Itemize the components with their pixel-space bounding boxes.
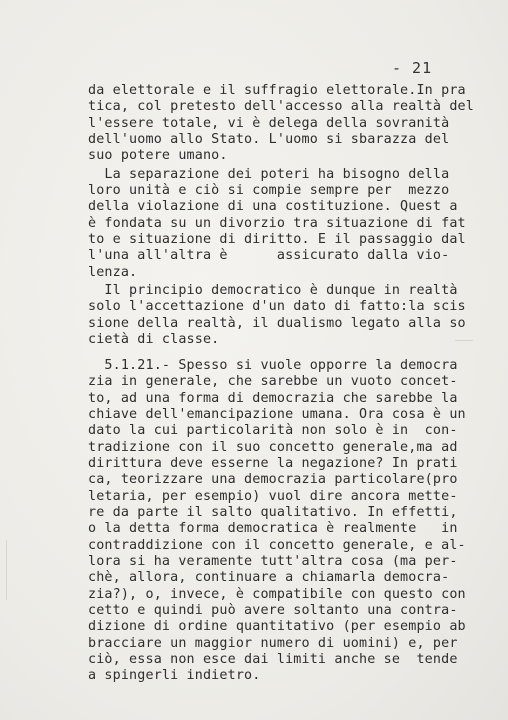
text-line: 5.1.21.- Spesso si vuole opporre la democra — [88, 358, 458, 374]
scan-smudge — [455, 340, 473, 341]
text-line: tradizione con il suo concetto generale,ma ad — [88, 439, 458, 455]
text-line: Il principio democratico è dunque in realtà — [88, 282, 458, 298]
text-line: o la detta forma democratica è realmente in — [88, 521, 458, 537]
text-line: dell'uomo allo Stato. L'uomo si sbarazza del — [88, 131, 450, 147]
scan-smudge — [6, 540, 7, 600]
text-line: contraddizione con il concetto generale, e al- — [88, 537, 466, 553]
text-line: tica, col pretesto dell'accesso alla realtà del — [88, 99, 474, 115]
text-line: l'essere totale, vi è delega della sovranità — [88, 115, 450, 131]
text-line: cietà di classe. — [88, 331, 220, 347]
text-line: ca, teorizzare una democrazia particolare(pro — [88, 472, 458, 488]
text-line: lora si ha veramente tutt'altra cosa (ma per- — [88, 554, 458, 570]
text-line: ciò, essa non esce dai limiti anche se tende — [88, 651, 458, 667]
text-line: sione della realtà, il dualismo legato alla so — [88, 315, 466, 331]
text-line: solo l'accettazione d'un dato di fatto:la scis — [88, 299, 466, 315]
text-line: to, ad una forma di democrazia che sarebbe la — [88, 390, 458, 406]
text-line: chè, allora, continuare a chiamarla democra- — [88, 570, 450, 586]
text-line: da elettorale e il suffragio elettorale.In pra — [88, 83, 466, 98]
text-line: chiave dell'emancipazione umana. Ora cosa è un — [88, 407, 466, 423]
page-number: - 21 — [392, 59, 433, 77]
text-line: suo potere umano. — [88, 148, 228, 164]
text-line: zia in generale, che sarebbe un vuoto concet- — [88, 374, 458, 390]
text-line: to e situazione di diritto. E il passaggio dal — [88, 231, 466, 247]
text-line: dizione di ordine quantitativo (per esempio ab — [88, 619, 466, 635]
text-line: dato la cui particolarità non solo è in con- — [88, 423, 458, 439]
text-line: della violazione di una costituzione. Quest a — [88, 199, 458, 215]
text-line: bracciare un maggior numero di uomini) e, per — [88, 635, 458, 651]
text-line: è fondata su un divorzio tra situazione di fat — [88, 215, 466, 231]
text-line: letaria, per esempio) vuol dire ancora mette- — [88, 488, 458, 504]
text-line: l'una all'altra è assicurato dalla vio- — [88, 248, 450, 264]
text-line: lenza. — [88, 264, 138, 280]
text-line: re da parte il salto qualitativo. In effetti, — [88, 505, 458, 521]
text-line: La separazione dei poteri ha bisogno della — [88, 166, 450, 182]
text-line: loro unità e ciò si compie sempre per mezzo — [88, 182, 450, 198]
text-line: dirittura deve esserne la negazione? In prati — [88, 456, 458, 472]
text-line: zia?), o, invece, è compatibile con questo con — [88, 586, 466, 602]
text-line: a spingerli indietro. — [88, 668, 261, 684]
text-line: cetto e quindi può avere soltanto una contra- — [88, 603, 458, 618]
